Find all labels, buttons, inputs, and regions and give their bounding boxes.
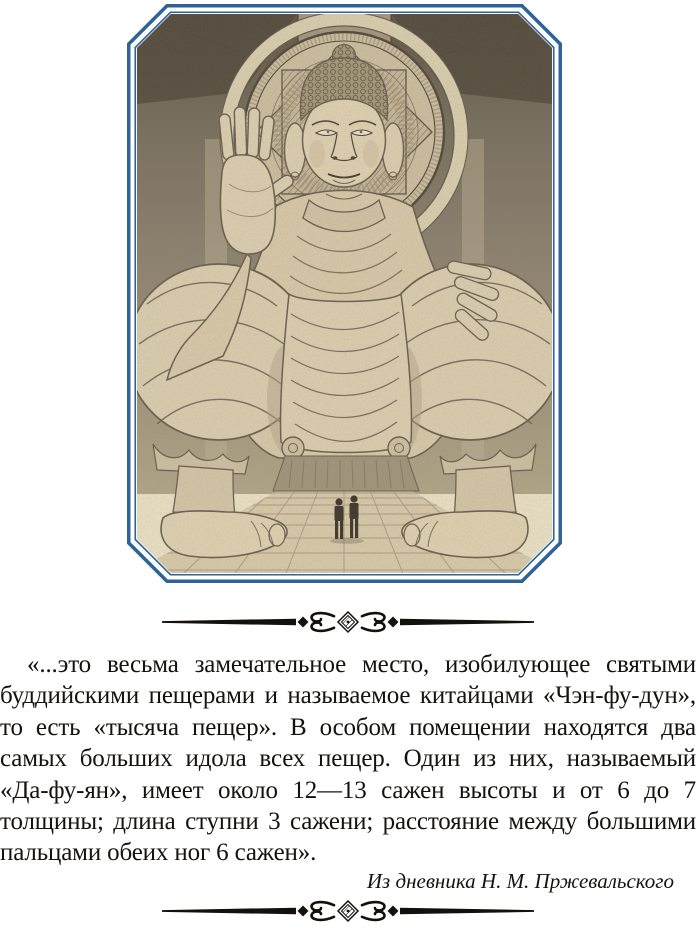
buddha-plate bbox=[127, 4, 562, 583]
buddha-illustration bbox=[127, 4, 562, 583]
lozenge-ornament-icon bbox=[338, 612, 358, 632]
quote-text: «...это весьма замечательное место, изобилующее святыми буддийскими пещерами и называемое китайцами «Чэн-фу-дун», то есть «тысяча пещер». В особом помещении находятся два самых больших идола всех пещер. Один из них, называемый «Да-фу-ян», имеет около 12—13 сажен высоты и от 6 до 7 толщины; длина ступни 3 сажени; расстояние между большими пальцами обеих ног 6 сажен». bbox=[0, 651, 696, 867]
lozenge-ornament-icon bbox=[338, 901, 358, 921]
attribution-text: Из дневника Н. М. Пржевальского bbox=[366, 869, 674, 893]
ornamental-divider-bottom bbox=[158, 899, 538, 923]
ornamental-divider-top bbox=[158, 610, 538, 634]
